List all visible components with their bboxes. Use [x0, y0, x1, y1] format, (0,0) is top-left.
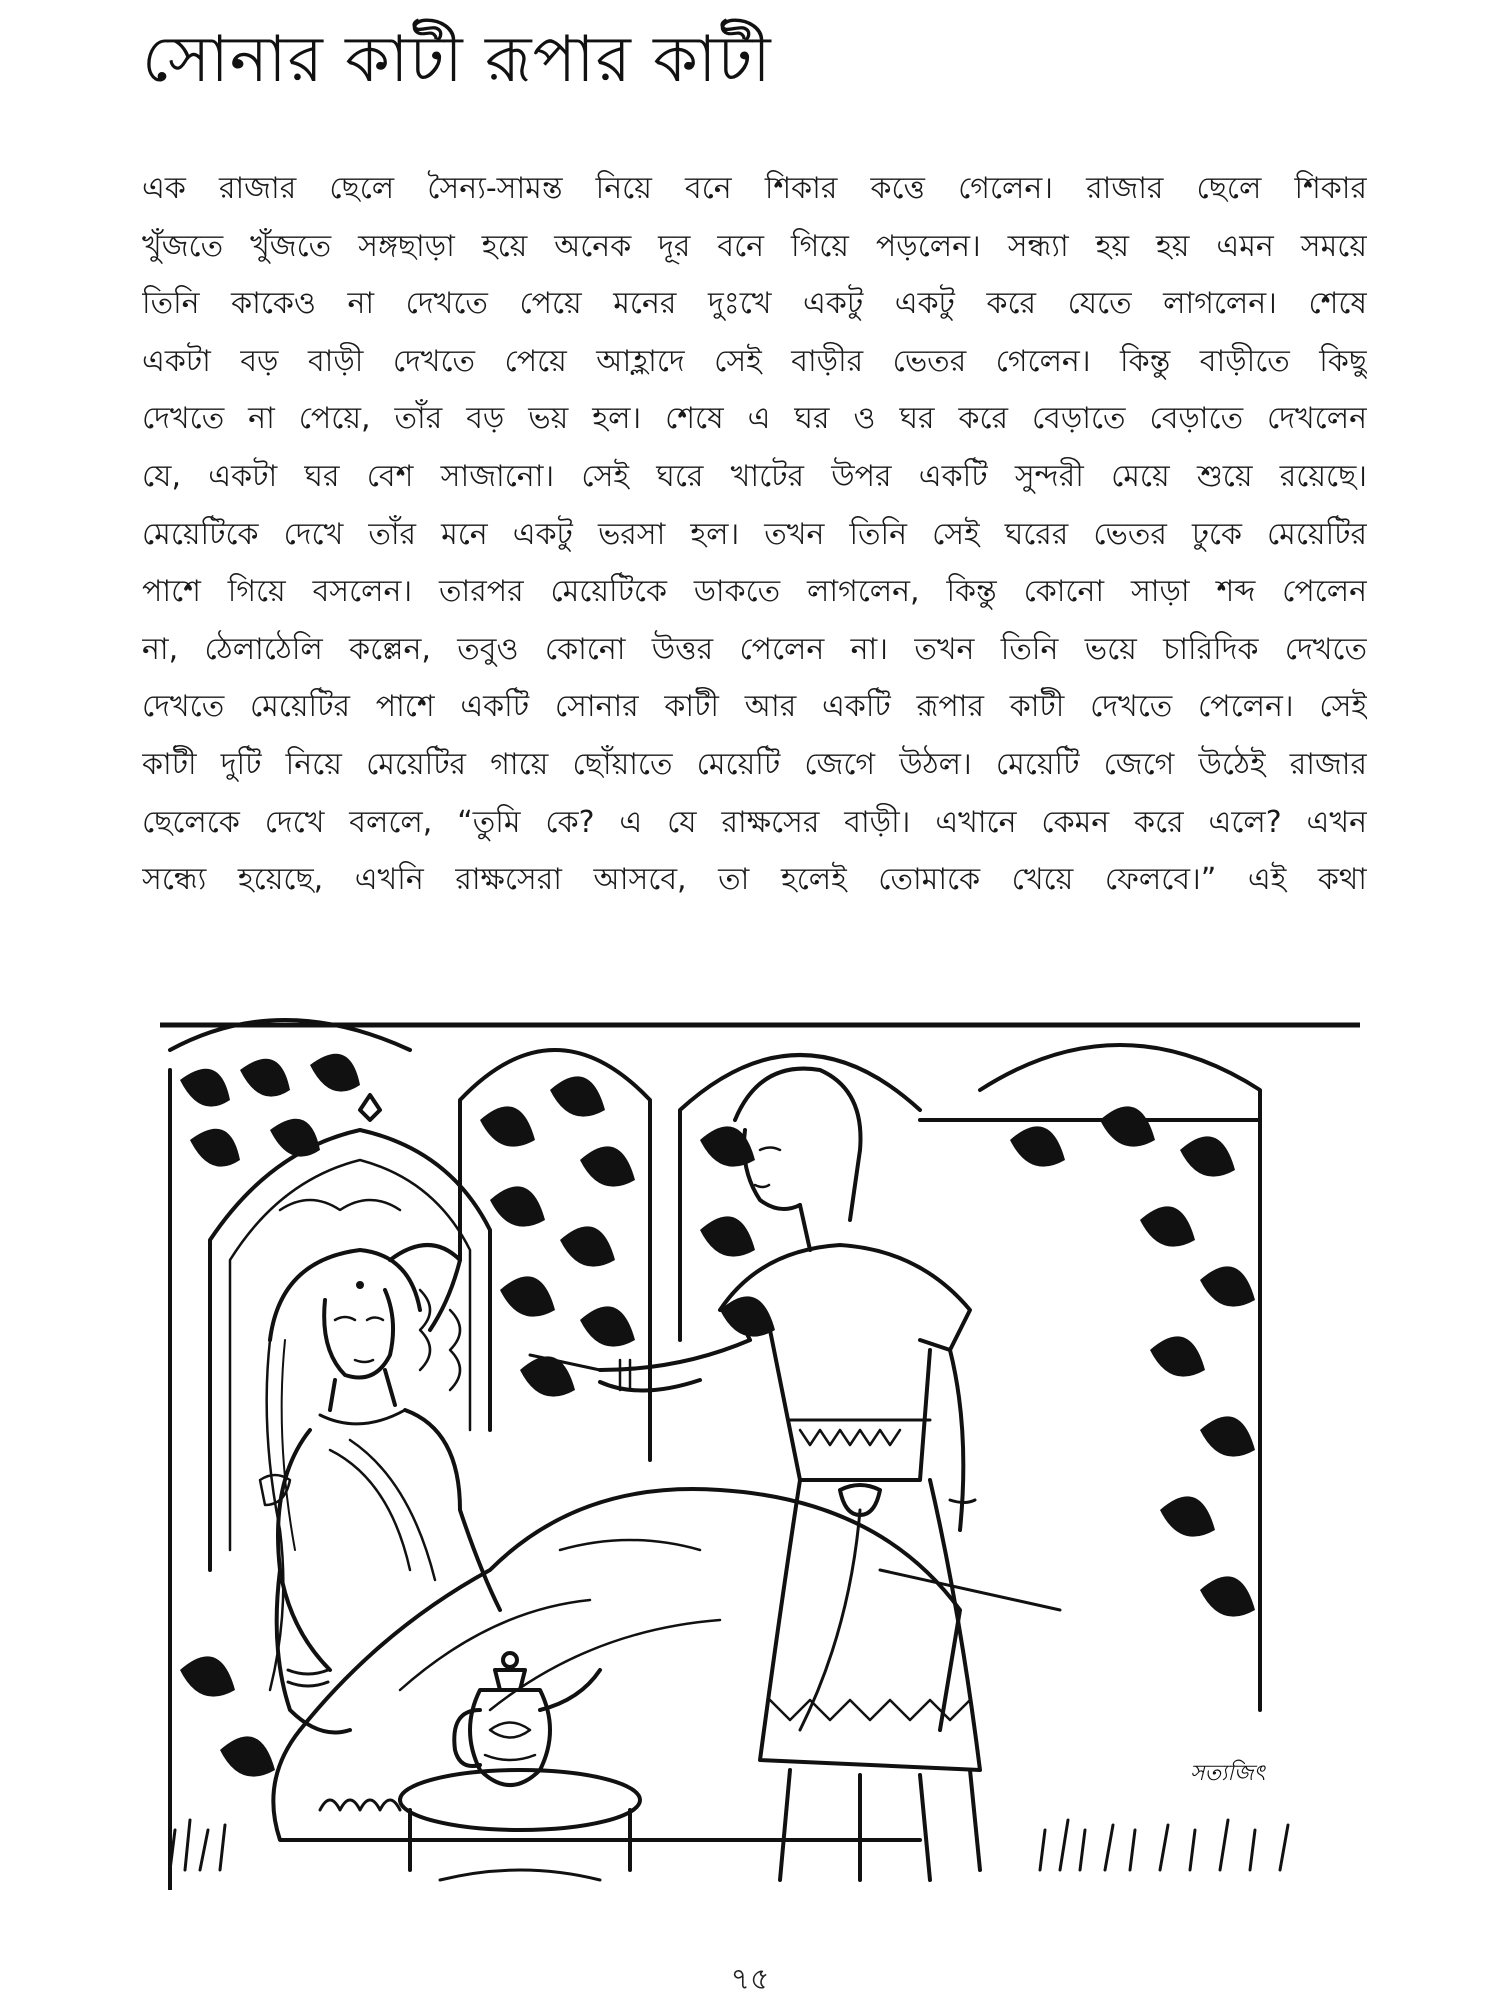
teapot [454, 1653, 600, 1785]
princess-figure [260, 1245, 500, 1733]
text-line: একটা বড় বাড়ী দেখতে পেয়ে আহ্লাদে সেই বাড়ীর ভেতর গেলেন। কিন্তু বাড়ীতে কিছু [142, 343, 1367, 379]
page-title: সোনার কাটী রূপার কাটী [142, 23, 772, 97]
story-illustration [160, 1010, 1360, 1890]
foliage [180, 1054, 1255, 1777]
floor-marks [170, 1820, 1288, 1870]
text-line: তিনি কাকেও না দেখতে পেয়ে মনের দুঃখে একটু একটু করে যেতে লাগলেন। শেষে [142, 286, 1367, 322]
text-line: ছেলেকে দেখে বললে, “তুমি কে? এ যে রাক্ষসের বাড়ী। এখানে কেমন করে এলে? এখন [142, 804, 1367, 840]
text-line: এক রাজার ছেলে সৈন্য-সামন্ত নিয়ে বনে শিকার কত্তে গেলেন। রাজার ছেলে শিকার [142, 171, 1367, 206]
page-number: ৭৫ [730, 1962, 770, 1997]
round-table [400, 1770, 640, 1880]
text-line: পাশে গিয়ে বসলেন। তারপর মেয়েটিকে ডাকতে লাগলেন, কিন্তু কোনো সাড়া শব্দ পেলেন [142, 574, 1367, 610]
text-line: মেয়েটিকে দেখে তাঁর মনে একটু ভরসা হল। তখন তিনি সেই ঘরের ভেতর ঢুকে মেয়েটির [142, 516, 1367, 552]
prince-figure [530, 1069, 1060, 1880]
text-line: না, ঠেলাঠেলি কল্লেন, তবুও কোনো উত্তর পেলেন না। তখন তিনি ভয়ে চারিদিক দেখতে [142, 631, 1367, 667]
artist-signature: সত্যজিৎ [1190, 1761, 1266, 1786]
text-line: খুঁজতে খুঁজতে সঙ্গছাড়া হয়ে অনেক দূর বনে গিয়ে পড়লেন। সন্ধ্যা হয় হয় এমন সময়ে [142, 228, 1367, 264]
text-line: দেখতে মেয়েটির পাশে একটি সোনার কাটী আর একটি রূপার কাটী দেখতে পেলেন। সেই [142, 689, 1367, 725]
text-line: দেখতে না পেয়ে, তাঁর বড় ভয় হল। শেষে এ ঘর ও ঘর করে বেড়াতে বেড়াতে দেখলেন [142, 401, 1367, 437]
bed-headboard [210, 1095, 490, 1570]
text-line: যে, একটা ঘর বেশ সাজানো। সেই ঘরে খাটের উপর একটি সুন্দরী মেয়ে শুয়ে রয়েছে। [142, 458, 1367, 494]
story-text [142, 160, 1367, 909]
text-line: কাটী দুটি নিয়ে মেয়েটির গায়ে ছোঁয়াতে মেয়েটি জেগে উঠল। মেয়েটি জেগে উঠেই রাজার [142, 746, 1367, 782]
text-line: সন্ধ্যে হয়েছে, এখনি রাক্ষসেরা আসবে, তা হলেই তোমাকে খেয়ে ফেলবে।” এই কথা [142, 862, 1367, 898]
